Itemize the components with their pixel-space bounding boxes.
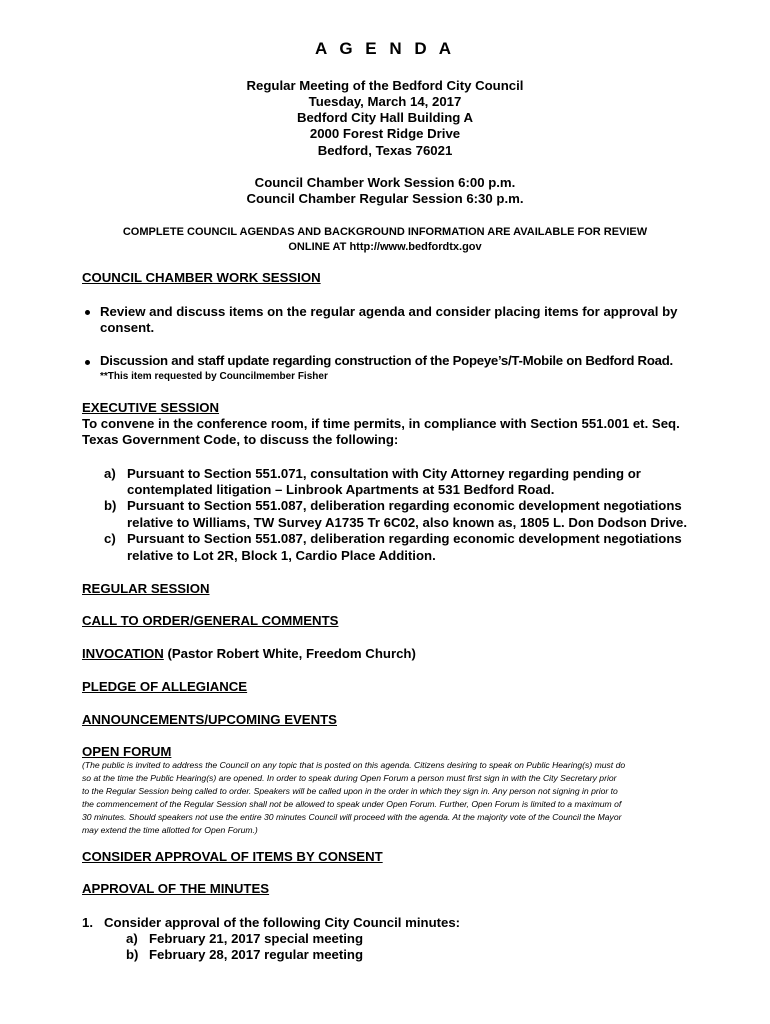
minutes-b-text: February 28, 2017 regular meeting [149, 947, 364, 962]
exec-item-c-label: c) [104, 531, 116, 546]
exec-item-c-line2: relative to Lot 2R, Block 1, Cardio Place Addition. [127, 548, 436, 563]
consent-heading: CONSIDER APPROVAL OF ITEMS BY CONSENT [82, 849, 383, 864]
meeting-location: Bedford City Hall Building A [296, 110, 474, 125]
item-1-text: Consider approval of the following City Council minutes: [104, 915, 461, 930]
executive-session-heading: EXECUTIVE SESSION [82, 400, 220, 415]
open-forum-line-1: (The public is invited to address the Council on any topic that is posted on this agenda. Citizens desiring to speak on Public Hearing(s) must do [82, 760, 626, 770]
meeting-name: Regular Meeting of the Bedford City Council [246, 78, 524, 93]
invocation-line [82, 646, 416, 661]
work-session-time: Council Chamber Work Session 6:00 p.m. [254, 175, 516, 190]
exec-item-a-line1: Pursuant to Section 551.071, consultation with City Attorney regarding pending or [127, 466, 641, 481]
agenda-title: A G E N D A [314, 39, 456, 58]
availability-notice: COMPLETE COUNCIL AGENDAS AND BACKGROUND INFORMATION ARE AVAILABLE FOR REVIEW [122, 226, 648, 238]
meeting-date: Tuesday, March 14, 2017 [308, 94, 462, 109]
meeting-street: 2000 Forest Ridge Drive [309, 126, 461, 141]
exec-item-b-line2: relative to Williams, TW Survey A1735 Tr 6C02, also known as, 1805 L. Don Dodson Drive. [127, 515, 688, 530]
invocation-detail: (Pastor Robert White, Freedom Church) [163, 646, 416, 661]
regular-session-heading: REGULAR SESSION [82, 581, 210, 596]
minutes-b-label: b) [126, 947, 139, 962]
executive-intro-1: To convene in the conference room, if time permits, in compliance with Section 551.001 et. Seq. [82, 416, 680, 431]
executive-intro-2: Texas Government Code, to discuss the following: [82, 432, 399, 447]
invocation-heading: INVOCATION [82, 646, 164, 661]
minutes-a-text: February 21, 2017 special meeting [149, 931, 364, 946]
open-forum-line-6: may extend the time allotted for Open Forum.) [82, 825, 258, 835]
open-forum-heading: OPEN FORUM [82, 744, 172, 759]
exec-item-a-label: a) [104, 466, 116, 481]
work-session-item-1: Review and discuss items on the regular agenda and consider placing items for approval by [100, 304, 678, 319]
bullet-icon [84, 359, 92, 367]
work-session-item-2-note: **This item requested by Councilmember Fisher [100, 371, 328, 382]
work-session-item-1-cont: consent. [100, 320, 155, 335]
regular-session-time: Council Chamber Regular Session 6:30 p.m. [246, 191, 524, 206]
exec-item-c-line1: Pursuant to Section 551.087, deliberation regarding economic development negotiations [127, 531, 682, 546]
announcements-heading: ANNOUNCEMENTS/UPCOMING EVENTS [82, 712, 337, 727]
pledge-heading: PLEDGE OF ALLEGIANCE [82, 679, 248, 694]
open-forum-line-4: the commencement of the Regular Session shall not be allowed to speak under Open Forum. Further, Open Forum is limited to a maximum of [82, 799, 622, 809]
open-forum-line-3: to the Regular Session being called to order. Speakers will be called upon in the order in which they sign in. Any person not signing in prior to [82, 786, 618, 796]
open-forum-line-5: 30 minutes. Should speakers not use the entire 30 minutes Council will proceed with the agenda. At the majority vote of the Council the Mayor [82, 812, 622, 822]
meeting-city: Bedford, Texas 76021 [317, 143, 453, 158]
call-to-order-heading: CALL TO ORDER/GENERAL COMMENTS [82, 613, 339, 628]
item-1-number: 1. [82, 915, 93, 930]
minutes-heading: APPROVAL OF THE MINUTES [82, 881, 270, 896]
work-session-heading: COUNCIL CHAMBER WORK SESSION [82, 270, 321, 285]
bullet-icon [84, 309, 92, 317]
exec-item-a-line2: contemplated litigation – Linbrook Apartments at 531 Bedford Road. [127, 482, 555, 497]
minutes-a-label: a) [126, 931, 138, 946]
exec-item-b-line1: Pursuant to Section 551.087, deliberation regarding economic development negotiations [127, 498, 682, 513]
work-session-item-2: Discussion and staff update regarding construction of the Popeye’s/T-Mobile on Bedford Road. [100, 353, 673, 368]
open-forum-line-2: so at the time the Public Hearing(s) are opened. In order to speak during Open Forum a person must first sign in with the City Secretary prior [82, 773, 617, 783]
availability-url[interactable]: ONLINE AT http://www.bedfordtx.gov [288, 241, 482, 253]
exec-item-b-label: b) [104, 498, 117, 513]
